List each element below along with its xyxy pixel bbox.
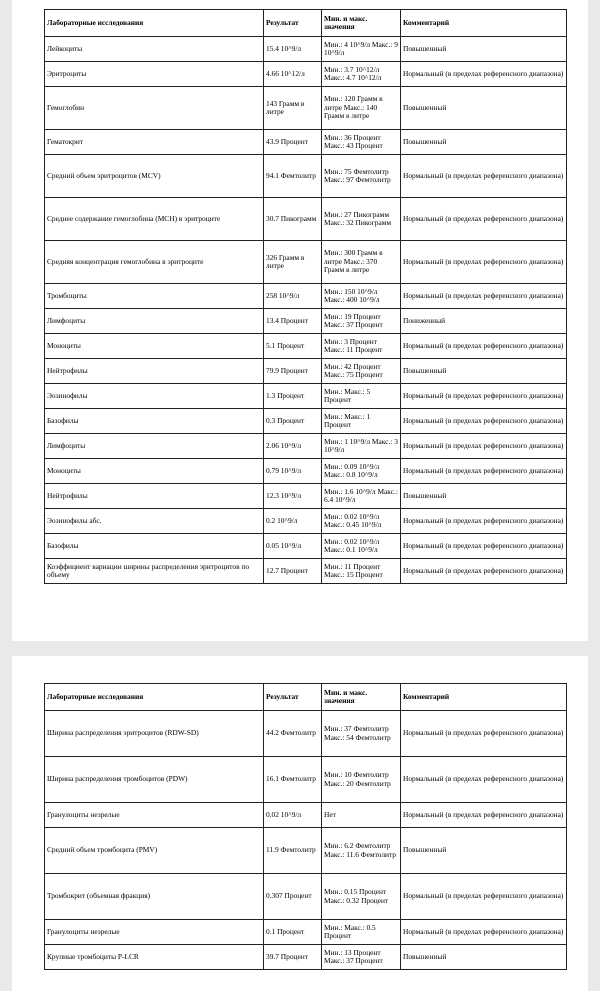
cell-test-name: Нейтрофилы	[45, 359, 264, 384]
table-row	[45, 534, 567, 559]
cell-comment: Нормальный (в пределах референсного диапазона)	[401, 409, 567, 434]
cell-comment: Повышенный	[401, 945, 567, 970]
header-range: Мин. и макс. значения	[322, 684, 401, 711]
cell-reference-range: Мин.: 10 Фемтолитр Макс.: 20 Фемтолитр	[322, 757, 401, 803]
cell-reference-range: Мин.: 120 Грамм в литре Макс.: 140 Грамм в литре	[322, 87, 401, 130]
cell-comment: Повышенный	[401, 359, 567, 384]
cell-comment: Нормальный (в пределах референсного диапазона)	[401, 757, 567, 803]
table-row	[45, 409, 567, 434]
table-row	[45, 711, 567, 757]
report-page-1	[12, 0, 588, 641]
cell-reference-range: Мин.: 36 Процент Макс.: 43 Процент	[322, 130, 401, 155]
cell-test-name: Средний объем эритроцитов (MCV)	[45, 155, 264, 198]
cell-reference-range: Мин.: 0.15 Процент Макс.: 0.32 Процент	[322, 874, 401, 920]
cell-comment: Нормальный (в пределах референсного диапазона)	[401, 803, 567, 828]
cell-result: 0.79 10^9/л	[264, 459, 322, 484]
cell-test-name: Гранулоциты незрелые	[45, 803, 264, 828]
table-row	[45, 198, 567, 241]
table-row	[45, 384, 567, 409]
table-row	[45, 359, 567, 384]
cell-test-name: Тромбокрит (объемная фракция)	[45, 874, 264, 920]
cell-result: 0.1 Процент	[264, 920, 322, 945]
header-test: Лабораторные исследования	[45, 10, 264, 37]
table-row	[45, 334, 567, 359]
cell-result: 0.307 Процент	[264, 874, 322, 920]
report-page-2	[12, 656, 588, 991]
table-row	[45, 920, 567, 945]
cell-result: 79.9 Процент	[264, 359, 322, 384]
cell-result: 44.2 Фемтолитр	[264, 711, 322, 757]
cell-test-name: Базофилы	[45, 409, 264, 434]
table-row	[45, 87, 567, 130]
cell-reference-range: Мин.: 4 10^9/л Макс.: 9 10^9/л	[322, 37, 401, 62]
cell-comment: Нормальный (в пределах референсного диапазона)	[401, 874, 567, 920]
cell-result: 1.3 Процент	[264, 384, 322, 409]
header-comment: Комментарий	[401, 10, 567, 37]
cell-reference-range: Мин.: 19 Процент Макс.: 37 Процент	[322, 309, 401, 334]
cell-reference-range: Мин.: 0.02 10^9/л Макс.: 0.1 10^9/л	[322, 534, 401, 559]
cell-test-name: Коэффициент вариации ширины распределения эритроцитов по объему	[45, 559, 264, 584]
cell-test-name: Тромбоциты	[45, 284, 264, 309]
cell-reference-range: Мин.: 6.2 Фемтолитр Макс.: 11.6 Фемтолитр	[322, 828, 401, 874]
cell-result: 143 Грамм в литре	[264, 87, 322, 130]
table-header-row	[45, 684, 567, 711]
cell-test-name: Гранулоциты незрелые	[45, 920, 264, 945]
cell-comment: Повышенный	[401, 130, 567, 155]
cell-result: 0.3 Процент	[264, 409, 322, 434]
cell-test-name: Моноциты	[45, 459, 264, 484]
cell-test-name: Лейкоциты	[45, 37, 264, 62]
cell-result: 30.7 Пикограмм	[264, 198, 322, 241]
cell-reference-range: Мин.: 1 10^9/л Макс.: 3 10^9/л	[322, 434, 401, 459]
cell-result: 2.06 10^9/л	[264, 434, 322, 459]
cell-reference-range: Мин.: 3.7 10^12/л Макс.: 4.7 10^12/л	[322, 62, 401, 87]
cell-reference-range: Мин.: 300 Грамм в литре Макс.: 370 Грамм в литре	[322, 241, 401, 284]
cell-test-name: Ширина распределения тромбоцитов (PDW)	[45, 757, 264, 803]
cell-test-name: Средний объем тромбоцита (PMV)	[45, 828, 264, 874]
cell-test-name: Ширина распределения эритроцитов (RDW-SD)	[45, 711, 264, 757]
cell-test-name: Среднее содержание гемоглобина (MCH) в эритроците	[45, 198, 264, 241]
cell-comment: Нормальный (в пределах референсного диапазона)	[401, 155, 567, 198]
header-range: Мин. и макс. значения	[322, 10, 401, 37]
table-header-row	[45, 10, 567, 37]
cell-result: 0.05 10^9/л	[264, 534, 322, 559]
lab-results-table	[44, 683, 567, 970]
cell-reference-range: Мин.: 13 Процент Макс.: 37 Процент	[322, 945, 401, 970]
cell-reference-range: Мин.: Макс.: 0.5 Процент	[322, 920, 401, 945]
cell-reference-range: Нет	[322, 803, 401, 828]
lab-results-table	[44, 9, 567, 584]
cell-reference-range: Мин.: Макс.: 5 Процент	[322, 384, 401, 409]
cell-comment: Нормальный (в пределах референсного диапазона)	[401, 434, 567, 459]
cell-result: 258 10^9/л	[264, 284, 322, 309]
cell-reference-range: Мин.: 3 Процент Макс.: 11 Процент	[322, 334, 401, 359]
cell-comment: Нормальный (в пределах референсного диапазона)	[401, 559, 567, 584]
cell-test-name: Гематокрит	[45, 130, 264, 155]
cell-comment: Повышенный	[401, 484, 567, 509]
table-row	[45, 37, 567, 62]
cell-comment: Повышенный	[401, 37, 567, 62]
cell-result: 16.1 Фемтолитр	[264, 757, 322, 803]
cell-result: 11.9 Фемтолитр	[264, 828, 322, 874]
cell-comment: Нормальный (в пределах референсного диапазона)	[401, 384, 567, 409]
header-result: Результат	[264, 10, 322, 37]
cell-reference-range: Мин.: 37 Фемтолитр Макс.: 54 Фемтолитр	[322, 711, 401, 757]
cell-reference-range: Мин.: 1.6 10^9/л Макс.: 6.4 10^9/л	[322, 484, 401, 509]
cell-comment: Нормальный (в пределах референсного диапазона)	[401, 711, 567, 757]
table-row	[45, 434, 567, 459]
header-comment: Комментарий	[401, 684, 567, 711]
cell-test-name: Эритроциты	[45, 62, 264, 87]
cell-result: 43.9 Процент	[264, 130, 322, 155]
cell-result: 12.7 Процент	[264, 559, 322, 584]
table-row	[45, 484, 567, 509]
cell-reference-range: Мин.: 150 10^9/л Макс.: 400 10^9/л	[322, 284, 401, 309]
cell-comment: Нормальный (в пределах референсного диапазона)	[401, 509, 567, 534]
table-row	[45, 155, 567, 198]
cell-result: 4.66 10^12/л	[264, 62, 322, 87]
cell-comment: Нормальный (в пределах референсного диапазона)	[401, 459, 567, 484]
table-row	[45, 803, 567, 828]
table-row	[45, 284, 567, 309]
cell-result: 5.1 Процент	[264, 334, 322, 359]
table-row	[45, 828, 567, 874]
cell-reference-range: Мин.: 0.02 10^9/л Макс.: 0.45 10^9/л	[322, 509, 401, 534]
cell-reference-range: Мин.: Макс.: 1 Процент	[322, 409, 401, 434]
cell-test-name: Гемоглобин	[45, 87, 264, 130]
table-row	[45, 459, 567, 484]
cell-comment: Нормальный (в пределах референсного диапазона)	[401, 62, 567, 87]
cell-reference-range: Мин.: 0.09 10^9/л Макс.: 0.8 10^9/л	[322, 459, 401, 484]
cell-test-name: Нейтрофилы	[45, 484, 264, 509]
table-row	[45, 309, 567, 334]
cell-test-name: Крупные тромбоциты P-LCR	[45, 945, 264, 970]
cell-result: 326 Грамм в литре	[264, 241, 322, 284]
header-result: Результат	[264, 684, 322, 711]
cell-comment: Нормальный (в пределах референсного диапазона)	[401, 198, 567, 241]
table-row	[45, 509, 567, 534]
cell-reference-range: Мин.: 11 Процент Макс.: 15 Процент	[322, 559, 401, 584]
cell-result: 0.2 10^9/л	[264, 509, 322, 534]
cell-result: 94.1 Фемтолитр	[264, 155, 322, 198]
cell-test-name: Эозинофилы	[45, 384, 264, 409]
cell-test-name: Лимфоциты	[45, 309, 264, 334]
table-row	[45, 241, 567, 284]
cell-result: 0.02 10^9/л	[264, 803, 322, 828]
cell-test-name: Базофилы	[45, 534, 264, 559]
table-row	[45, 874, 567, 920]
cell-result: 13.4 Процент	[264, 309, 322, 334]
cell-reference-range: Мин.: 75 Фемтолитр Макс.: 97 Фемтолитр	[322, 155, 401, 198]
table-row	[45, 62, 567, 87]
cell-result: 15.4 10^9/л	[264, 37, 322, 62]
cell-result: 39.7 Процент	[264, 945, 322, 970]
cell-comment: Повышенный	[401, 828, 567, 874]
table-row	[45, 130, 567, 155]
cell-comment: Нормальный (в пределах референсного диапазона)	[401, 334, 567, 359]
cell-comment: Нормальный (в пределах референсного диапазона)	[401, 241, 567, 284]
header-test: Лабораторные исследования	[45, 684, 264, 711]
cell-test-name: Лимфоциты	[45, 434, 264, 459]
cell-test-name: Средняя концентрация гемоглобина в эритроците	[45, 241, 264, 284]
cell-comment: Нормальный (в пределах референсного диапазона)	[401, 920, 567, 945]
cell-test-name: Моноциты	[45, 334, 264, 359]
cell-comment: Повышенный	[401, 87, 567, 130]
cell-reference-range: Мин.: 42 Процент Макс.: 75 Процент	[322, 359, 401, 384]
table-row	[45, 559, 567, 584]
table-row	[45, 757, 567, 803]
cell-test-name: Эозинофилы абс.	[45, 509, 264, 534]
cell-comment: Нормальный (в пределах референсного диапазона)	[401, 534, 567, 559]
cell-reference-range: Мин.: 27 Пикограмм Макс.: 32 Пикограмм	[322, 198, 401, 241]
cell-result: 12.3 10^9/л	[264, 484, 322, 509]
table-row	[45, 945, 567, 970]
cell-comment: Пониженный	[401, 309, 567, 334]
cell-comment: Нормальный (в пределах референсного диапазона)	[401, 284, 567, 309]
